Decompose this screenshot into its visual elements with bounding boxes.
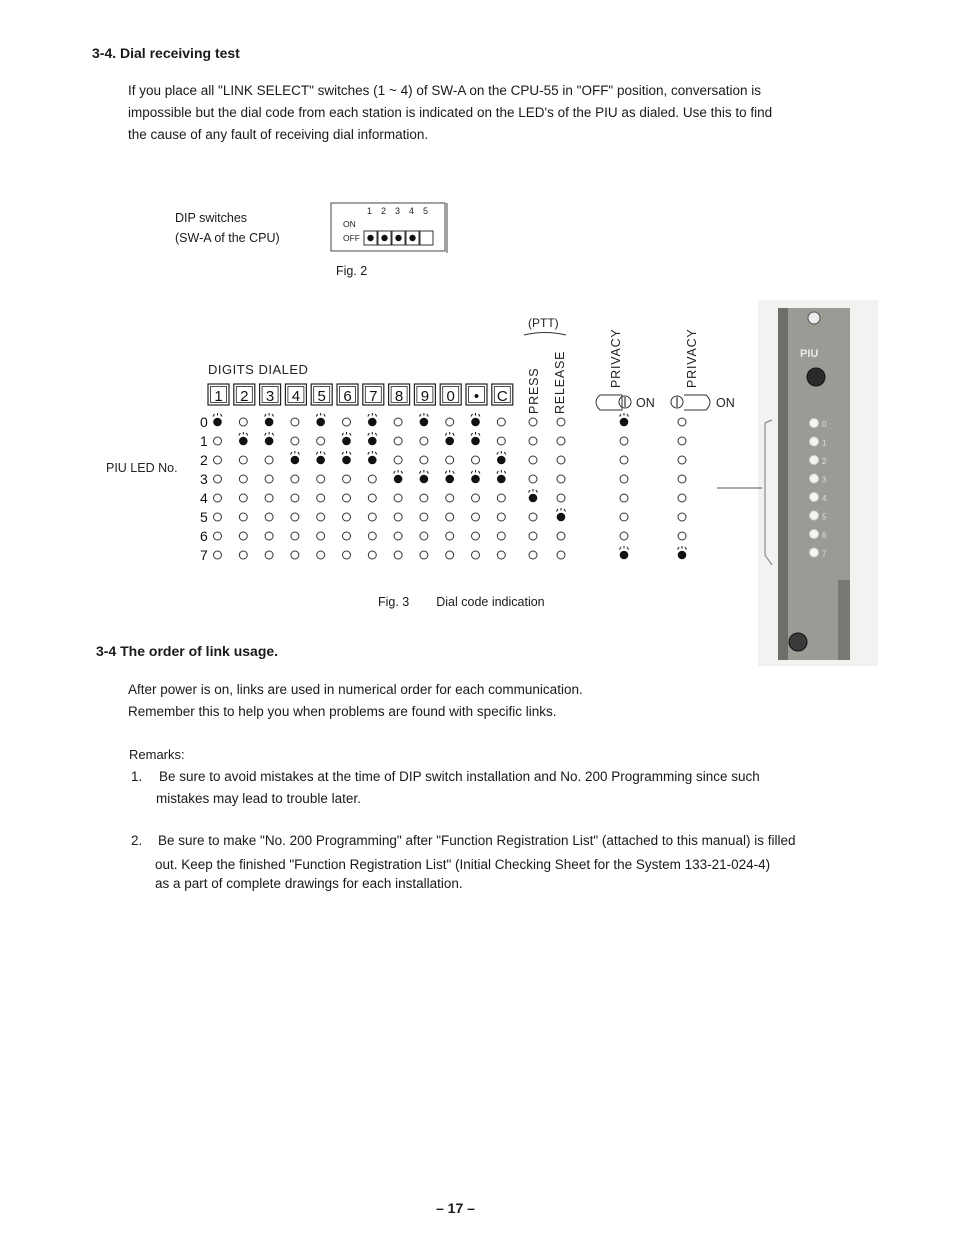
- led-off: [239, 456, 247, 464]
- led-lit: [497, 475, 506, 484]
- dial-test-paragraph: [128, 80, 844, 146]
- led-ray: [445, 433, 447, 436]
- led-off: [497, 437, 505, 445]
- led-off: [239, 475, 247, 483]
- privacy-switch-1: [596, 395, 622, 410]
- led-off: [239, 532, 247, 540]
- led-lit: [471, 437, 480, 446]
- led-ray: [342, 433, 344, 436]
- press-label: PRESS: [527, 367, 541, 414]
- led-off: [472, 532, 480, 540]
- led-off: [557, 475, 565, 483]
- led-lit: [368, 456, 377, 465]
- panel-led-number: 0: [822, 420, 827, 429]
- paragraph-line: impossible but the dial code from each station is indicated on the LED's of the PIU as dialed. Use this to find: [128, 105, 773, 120]
- panel-led: [810, 419, 819, 428]
- privacy-led-off: [678, 475, 686, 483]
- led-off: [368, 475, 376, 483]
- led-off: [472, 494, 480, 502]
- led-off: [317, 437, 325, 445]
- key-6-label: 6: [343, 388, 352, 405]
- led-ray: [342, 452, 344, 455]
- led-lit: [471, 418, 480, 427]
- led-off: [394, 456, 402, 464]
- led-off: [497, 494, 505, 502]
- led-off: [317, 475, 325, 483]
- led-lit: [239, 437, 248, 446]
- led-off: [291, 494, 299, 502]
- led-off: [317, 551, 325, 559]
- led-off: [446, 532, 454, 540]
- led-off: [291, 532, 299, 540]
- led-off: [557, 551, 565, 559]
- led-off: [394, 418, 402, 426]
- remark-2-line: Be sure to make "No. 200 Programming" after "Function Registration List" (attached to this manual) is filled: [158, 833, 796, 848]
- dip-number: 2: [381, 206, 387, 216]
- panel-led-number: 4: [822, 494, 827, 503]
- led-off: [420, 551, 428, 559]
- ptt-bracket: [524, 333, 566, 336]
- led-ray: [350, 433, 352, 436]
- privacy-label-2: PRIVACY: [685, 328, 699, 388]
- led-ray: [368, 452, 370, 455]
- panel-lower-edge: [838, 580, 850, 660]
- led-lit: [420, 418, 429, 427]
- led-lit: [265, 437, 274, 446]
- pointer-bracket: [765, 420, 772, 565]
- dip-number: 4: [409, 206, 415, 216]
- led-ray: [298, 452, 300, 455]
- key-11-label: •: [473, 388, 480, 405]
- panel-led: [810, 548, 819, 557]
- led-off: [557, 456, 565, 464]
- led-ray: [685, 547, 687, 550]
- led-off: [446, 494, 454, 502]
- led-off: [368, 494, 376, 502]
- privacy-led-off: [678, 494, 686, 502]
- section-heading-link-usage: 3-4 The order of link usage.: [96, 643, 279, 659]
- panel-led-number: 3: [822, 475, 827, 485]
- privacy-led-off: [678, 532, 686, 540]
- dip-switch-off-dot: [395, 235, 401, 241]
- panel-led: [810, 493, 819, 502]
- led-off: [472, 551, 480, 559]
- dip-number: 3: [395, 206, 401, 216]
- led-off: [265, 532, 273, 540]
- fig3-caption-number: Fig. 3: [378, 595, 410, 609]
- led-ray: [620, 414, 622, 417]
- led-off: [343, 494, 351, 502]
- release-label: RELEASE: [553, 350, 567, 414]
- led-ray: [394, 471, 396, 474]
- dip-number: 5: [423, 206, 429, 216]
- led-ray: [529, 490, 531, 493]
- panel-knob: [807, 368, 825, 386]
- privacy-led-off: [678, 418, 686, 426]
- led-ray: [471, 414, 473, 417]
- privacy-led-lit: [620, 551, 629, 560]
- led-off: [420, 513, 428, 521]
- led-off: [214, 551, 222, 559]
- led-ray: [504, 471, 506, 474]
- led-ray: [265, 414, 267, 417]
- panel-led: [810, 511, 819, 520]
- led-off: [291, 418, 299, 426]
- led-off: [497, 513, 505, 521]
- led-ray: [497, 452, 499, 455]
- panel-led-number: 1: [822, 438, 827, 448]
- dial-code-figure: [100, 310, 790, 570]
- panel-led-number: 2: [822, 457, 827, 466]
- led-off: [291, 551, 299, 559]
- led-off: [446, 551, 454, 559]
- led-off: [317, 494, 325, 502]
- led-ray: [316, 452, 318, 455]
- led-off: [214, 437, 222, 445]
- digits-dialed-label: DIGITS DIALED: [208, 362, 309, 377]
- led-ray: [427, 471, 429, 474]
- key-9-label: 9: [420, 388, 430, 405]
- led-off: [529, 532, 537, 540]
- led-off: [368, 551, 376, 559]
- led-off: [239, 418, 247, 426]
- led-off: [446, 418, 454, 426]
- led-lit: [394, 475, 403, 484]
- ptt-label: (PTT): [528, 316, 559, 330]
- key-2-label: 2: [240, 388, 249, 405]
- led-ray: [453, 471, 455, 474]
- dip-off-label: OFF: [343, 233, 360, 243]
- remark-1-line: mistakes may lead to trouble later.: [156, 791, 361, 806]
- key-12-label: C: [496, 388, 508, 405]
- remarks-title: Remarks:: [129, 747, 185, 762]
- remark-1-number: 1.: [131, 769, 143, 784]
- remark-1-line: Be sure to avoid mistakes at the time of DIP switch installation and No. 200 Programming since such: [159, 769, 760, 784]
- led-lit: [291, 456, 300, 465]
- led-off: [557, 418, 565, 426]
- led-ray: [324, 414, 326, 417]
- privacy-led-off: [620, 437, 628, 445]
- led-off: [368, 513, 376, 521]
- led-ray: [620, 547, 622, 550]
- led-lit: [420, 475, 429, 484]
- panel-pointer: [712, 415, 782, 575]
- led-off: [239, 513, 247, 521]
- led-ray: [419, 471, 421, 474]
- led-ray: [368, 433, 370, 436]
- led-off: [239, 551, 247, 559]
- led-row-number: 1: [200, 433, 208, 449]
- led-ray: [368, 414, 370, 417]
- led-ray: [627, 414, 629, 417]
- led-off: [497, 532, 505, 540]
- led-off: [446, 513, 454, 521]
- led-ray: [375, 433, 377, 436]
- key-7-label: 7: [369, 388, 378, 405]
- privacy-label-1: PRIVACY: [609, 328, 623, 388]
- led-off: [291, 513, 299, 521]
- key-8-label: 8: [394, 388, 404, 405]
- led-lit: [471, 475, 480, 484]
- led-off: [420, 532, 428, 540]
- led-row-number: 3: [200, 471, 208, 487]
- led-off: [343, 513, 351, 521]
- led-ray: [471, 433, 473, 436]
- privacy-on-label-2: ON: [716, 396, 735, 410]
- paragraph-line: Remember this to help you when problems are found with specific links.: [128, 704, 557, 719]
- led-off: [529, 418, 537, 426]
- remark-2-line: out. Keep the finished "Function Registration List" (Initial Checking Sheet for the System 133-21-024-4): [155, 857, 771, 872]
- led-row-number: 6: [200, 528, 208, 544]
- fig2-caption: Fig. 2: [336, 264, 368, 278]
- key-1-label: 1: [214, 388, 223, 405]
- dip-switch-diagram: [328, 200, 452, 258]
- led-row-number: 0: [200, 414, 208, 430]
- led-lit: [316, 456, 325, 465]
- led-off: [394, 532, 402, 540]
- dip-number: 1: [367, 206, 373, 216]
- led-off: [265, 513, 273, 521]
- led-off: [472, 513, 480, 521]
- panel-led-number: 5: [822, 512, 827, 522]
- led-off: [557, 494, 565, 502]
- led-ray: [678, 547, 680, 550]
- led-ray: [265, 433, 267, 436]
- privacy-led-off: [678, 456, 686, 464]
- led-off: [529, 551, 537, 559]
- led-off: [446, 456, 454, 464]
- dip-switch-label-line: DIP switches: [175, 211, 248, 225]
- privacy-led-off: [678, 437, 686, 445]
- key-10-label: 0: [446, 388, 455, 405]
- led-off: [420, 456, 428, 464]
- led-off: [265, 456, 273, 464]
- led-off: [394, 437, 402, 445]
- dip-switch-label: [175, 208, 280, 248]
- led-off: [265, 551, 273, 559]
- panel-led: [810, 474, 819, 483]
- led-off: [557, 532, 565, 540]
- remark-2-line: as a part of complete drawings for each installation.: [155, 876, 463, 891]
- led-off: [529, 475, 537, 483]
- fig3-caption-text: Dial code indication: [436, 595, 545, 609]
- led-ray: [401, 471, 403, 474]
- led-ray: [479, 414, 481, 417]
- dip-switch-off-dot: [367, 235, 373, 241]
- led-off: [214, 475, 222, 483]
- led-lit: [342, 456, 351, 465]
- led-lit: [445, 437, 454, 446]
- led-off: [214, 532, 222, 540]
- led-ray: [375, 452, 377, 455]
- dip-switch-off-dot: [409, 235, 415, 241]
- led-ray: [557, 509, 559, 512]
- led-ray: [246, 433, 248, 436]
- led-off: [394, 494, 402, 502]
- led-ray: [497, 471, 499, 474]
- led-ray: [316, 414, 318, 417]
- led-off: [239, 494, 247, 502]
- led-off: [214, 494, 222, 502]
- panel-led: [810, 437, 819, 446]
- panel-screw-top: [808, 312, 820, 324]
- led-ray: [453, 433, 455, 436]
- led-ray: [213, 414, 215, 417]
- led-off: [343, 475, 351, 483]
- privacy-led-lit: [620, 418, 629, 427]
- led-off: [317, 532, 325, 540]
- led-row-number: 4: [200, 490, 208, 506]
- led-off: [317, 513, 325, 521]
- led-off: [265, 475, 273, 483]
- paragraph-line: If you place all "LINK SELECT" switches (1 ~ 4) of SW-A on the CPU-55 in "OFF" position, conversation is: [128, 83, 762, 98]
- led-off: [214, 456, 222, 464]
- privacy-on-label-1: ON: [636, 396, 655, 410]
- led-lit: [497, 456, 506, 465]
- led-off: [497, 418, 505, 426]
- led-off: [529, 513, 537, 521]
- led-lit: [342, 437, 351, 446]
- led-off: [343, 418, 351, 426]
- led-ray: [479, 471, 481, 474]
- led-off: [472, 456, 480, 464]
- led-lit: [213, 418, 222, 427]
- led-off: [557, 437, 565, 445]
- led-ray: [272, 414, 274, 417]
- led-off: [497, 551, 505, 559]
- dip-on-label: ON: [343, 219, 356, 229]
- key-4-label: 4: [291, 388, 301, 405]
- page-number: – 17 –: [436, 1200, 475, 1216]
- led-row-number: 5: [200, 509, 208, 525]
- led-lit: [265, 418, 274, 427]
- led-ray: [324, 452, 326, 455]
- led-off: [291, 475, 299, 483]
- led-ray: [290, 452, 292, 455]
- privacy-led-off: [678, 513, 686, 521]
- led-ray: [419, 414, 421, 417]
- panel-led-number: 7: [822, 549, 827, 559]
- led-off: [291, 437, 299, 445]
- privacy-led-off: [620, 475, 628, 483]
- remark-2-number: 2.: [131, 833, 143, 848]
- led-ray: [627, 547, 629, 550]
- privacy-led-off: [620, 532, 628, 540]
- dip-switch-off-dot: [381, 235, 387, 241]
- led-off: [343, 551, 351, 559]
- led-ray: [564, 509, 566, 512]
- led-lit: [368, 437, 377, 446]
- privacy-switch-2: [684, 395, 710, 410]
- led-off: [394, 551, 402, 559]
- led-ray: [504, 452, 506, 455]
- fig3-caption: [378, 595, 545, 609]
- led-off: [529, 456, 537, 464]
- led-lit: [529, 494, 538, 503]
- key-3-label: 3: [265, 388, 275, 405]
- link-usage-paragraph: [128, 679, 583, 723]
- led-ray: [272, 433, 274, 436]
- led-ray: [427, 414, 429, 417]
- led-ray: [375, 414, 377, 417]
- led-lit: [557, 513, 566, 522]
- led-row-number: 2: [200, 452, 208, 468]
- led-off: [368, 532, 376, 540]
- paragraph-line: the cause of any fault of receiving dial information.: [128, 127, 429, 142]
- led-row-number: 7: [200, 547, 208, 563]
- led-off: [420, 494, 428, 502]
- piu-panel-text: PIU: [800, 348, 819, 360]
- led-ray: [221, 414, 223, 417]
- key-5-label: 5: [317, 388, 326, 405]
- led-ray: [350, 452, 352, 455]
- led-lit: [368, 418, 377, 427]
- led-off: [394, 513, 402, 521]
- led-ray: [239, 433, 241, 436]
- led-off: [343, 532, 351, 540]
- led-ray: [471, 471, 473, 474]
- dip-switch-cell: [420, 231, 433, 245]
- panel-screw-bottom: [789, 633, 807, 651]
- section-heading-dial-test: 3-4. Dial receiving test: [92, 45, 240, 61]
- led-off: [265, 494, 273, 502]
- led-lit: [316, 418, 325, 427]
- led-ray: [445, 471, 447, 474]
- led-off: [529, 437, 537, 445]
- privacy-led-off: [620, 513, 628, 521]
- led-off: [214, 513, 222, 521]
- panel-led: [810, 530, 819, 539]
- privacy-led-lit: [678, 551, 687, 560]
- paragraph-line: After power is on, links are used in numerical order for each communication.: [128, 682, 583, 697]
- led-ray: [536, 490, 538, 493]
- dip-switch-label-line: (SW-A of the CPU): [175, 231, 280, 245]
- panel-led: [810, 456, 819, 465]
- led-lit: [445, 475, 454, 484]
- panel-led-number: 6: [822, 531, 827, 540]
- led-off: [420, 437, 428, 445]
- led-ray: [479, 433, 481, 436]
- piu-led-label: PIU LED No.: [106, 461, 178, 475]
- privacy-led-off: [620, 456, 628, 464]
- privacy-led-off: [620, 494, 628, 502]
